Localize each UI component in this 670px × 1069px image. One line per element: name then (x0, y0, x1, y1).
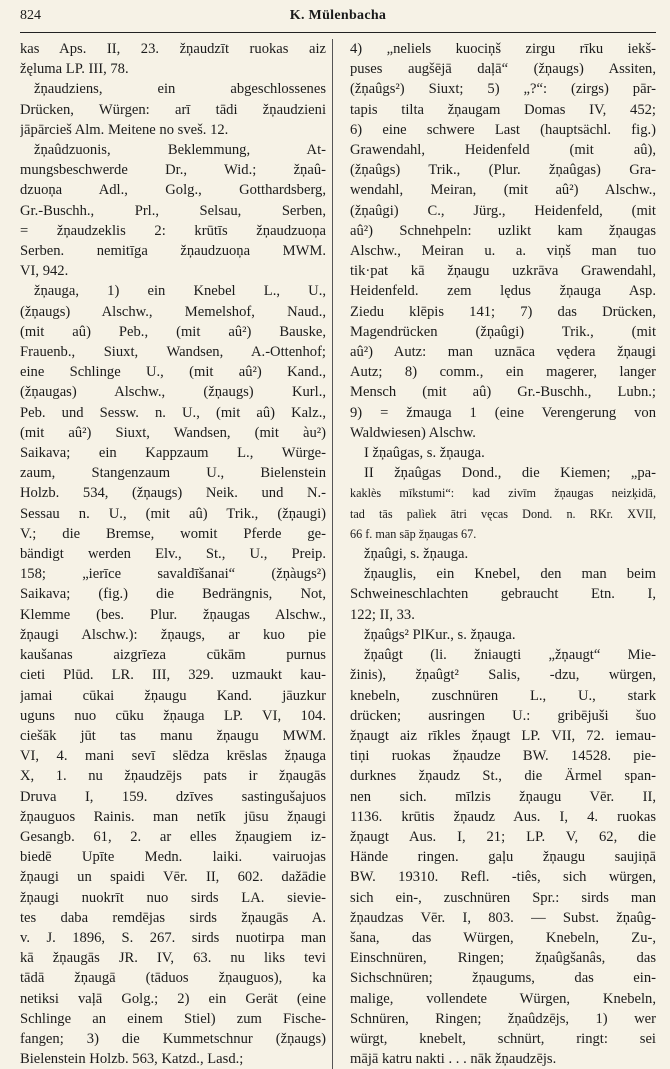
text-line: II žņaûgas Dond., die Kiemen; „pa- (364, 465, 656, 482)
text-line: Mensch (mit aû) Gr.-Buschh., Lubn.; (350, 384, 656, 401)
text-line: jāpārcieš Alm. Meitene no sveš. 12. (20, 121, 229, 138)
text-line: tad tās palìek ātri vęcas Dond. n. RKr. XVII, (350, 506, 656, 521)
text-line: Autz; 8) comm., ein magerer, langer (350, 364, 656, 381)
text-line: tes daba remdējas sirds žņaugās A. (20, 909, 326, 926)
text-line: žęluma LP. III, 78. (20, 61, 129, 78)
text-line: netiksi vaļā Golg.; 2) ein Gerät (eine (20, 990, 326, 1007)
text-line: 1136. krūtis žņaudz Aus. I, 4. ruokas (350, 808, 656, 825)
text-line: Magendrücken (žņaûgi) Trik., (mit (350, 323, 656, 340)
text-line: sich ein-, zuschnüren Spr.: sirds man (350, 889, 656, 906)
text-line: kaklès mīkstumi“: kad zivīm žņaugas neizķidā, (350, 486, 656, 501)
text-line: biedē Upīte Medn. laiki. vairuojas (20, 849, 326, 866)
right-column (344, 39, 656, 1069)
text-line: Alschw., Meiran u. a. viņš man tuo (350, 243, 656, 260)
text-line: kaušanas aizgrīeza cūkām purnus (20, 647, 326, 664)
text-line: Druva I, 159. dzīves sastingušajuos (20, 788, 326, 805)
text-line: žņaudzas Vēr. I, 803. — Subst. žņaûg- (350, 909, 656, 926)
text-line: durknes žņaudz St., die Ärmel span- (350, 768, 656, 785)
text-line: (mit aû) Peb., (mit aû²) Bauske, (20, 323, 326, 340)
text-line: 4) „neliels kuociņš zirgu rīku iekš- (350, 41, 656, 57)
text-line: Gesangb. 61, 2. ar elles žņaugiem iz- (20, 828, 326, 845)
text-line: tapis tilta žņaugam Domas IV, 452; (350, 101, 656, 118)
text-line: Klemme (bes. Plur. žņaugas Alschw., (20, 606, 326, 623)
text-line: Peb. und Sessw. n. U., (mit aû) Kalz., (20, 404, 326, 421)
text-line: žņaugi Alschw.): žņaugs, ar kuo pie (20, 626, 326, 643)
text-line: I žņaûgas, s. žņauga. (364, 445, 485, 462)
text-line: žņaugi un spaidi Vēr. II, 602. dažādie (20, 869, 326, 886)
text-line: žņaugt aiz rīkles žņaugt LP. VII, 72. iemau- (350, 727, 656, 744)
text-line: Drücken, Würgen: arī tādi žņaudzieni (20, 101, 326, 118)
text-line: = žņaudzeklis 2: krūtīs žņaudzuoņa (20, 222, 326, 239)
text-line: ciešāk jūt tas manu žņaugu MWM. (20, 727, 326, 744)
text-line: žņauga, 1) ein Knebel L., U., (34, 283, 326, 300)
text-line: Serben. nemitīga žņaudzuoņa MWM. (20, 243, 326, 260)
text-columns (20, 39, 656, 1069)
text-line: 158; „ierīce savaldīšanai“ (žņàugs²) (20, 566, 326, 583)
text-line: Schlinge an einem Stiel) zum Fische- (20, 1010, 326, 1027)
text-line: žņauguos Rainis. man netīk jūsu žņaugi (20, 808, 326, 825)
text-line: cieti Plūd. LR. III, 329. uzmaukt kau- (20, 667, 326, 684)
text-line: Frauenb., Siuxt, Wandsen, A.-Ottenhof; (20, 344, 326, 361)
text-line: žņaûgt (li. žniaugti „žņaugt“ Mie- (364, 647, 656, 664)
text-line: jamai cūkai žņaugu Kand. jāuzkur (20, 687, 326, 704)
text-line: fangen; 3) die Kummetschnur (žņaugs) (20, 1030, 326, 1047)
text-line: eine Schlinge U., (mit aû²) Kand., (20, 364, 326, 381)
text-line: bändigt werden Elv., St., U., Preip. (20, 546, 326, 563)
text-line: Heidenfeld. zem lędus žņauga Asp. (350, 283, 656, 300)
text-line: 66 f. man sāp žņaugas 67. (350, 526, 477, 541)
text-line: zaum, Stangenzaum U., Bielenstein (20, 465, 326, 482)
header-rule (20, 32, 656, 33)
text-line: mājā katru nakti . . . nāk žņaudzējs. (350, 1051, 557, 1068)
text-line: (mit aû²) Siuxt, Wandsen, (mit àu²) (20, 424, 326, 441)
text-line: Holzb. 534, (žņaugs) Neik. und N.- (20, 485, 326, 502)
text-line: 9) = žmauga 1 (eine Verengerung von (350, 404, 656, 421)
text-line: žņaugi nuokrīt nuo sirds LA. sievie- (20, 889, 326, 906)
text-line: 6) eine schwere Last (hauptsächl. fig.) (350, 121, 656, 138)
text-line: Bielenstein Holzb. 563, Katzd., Lasd.; (20, 1051, 244, 1068)
text-line: mungsbeschwerde Dr., Wid.; žņaû- (20, 162, 326, 179)
text-line: Einschnüren, Ringen; žņaûgšanâs, das (350, 950, 656, 967)
text-line: malige, vollendete Würgen, Knebeln, (350, 990, 656, 1007)
text-line: žņaûgi, s. žņauga. (364, 546, 469, 563)
text-line: Sessau n. U., (mit aû) Trik., (žņaugi) (20, 505, 326, 522)
text-line: aû²) Schnehpeln: uzlikt kam žņaugas (350, 222, 656, 239)
text-line: (žņaugas) Alschw., (žņaugs) Kurl., (20, 384, 326, 401)
text-line: kā žņaugās JR. IV, 63. nu liks tevi (20, 950, 326, 967)
text-line: Saikava; ein Kappzaum L., Würge- (20, 445, 326, 462)
text-line: uguns nuo cūku žņauga LP. VI, 104. (20, 707, 326, 724)
text-line: tiņi ruokas žņaudze BW. 14528. pie- (350, 748, 656, 765)
text-line: žņaûgs² PlKur., s. žņauga. (364, 626, 516, 643)
text-line: žņaûdzuonis, Beklemmung, At- (34, 142, 326, 159)
text-line: kas Aps. II, 23. žņaudzīt ruokas aiz (20, 41, 326, 57)
text-line: würgt, knebelt, schnürt, ringt: sei (350, 1030, 656, 1047)
text-line: Gr.-Buschh., Prl., Selsau, Serben, (20, 202, 326, 219)
text-line: žinis), žņaûgt² Salis, -dzu, würgen, (350, 667, 656, 684)
text-line: Saikava; (fig.) die Bedrängnis, Not, (20, 586, 326, 603)
left-column (20, 39, 333, 1069)
page-number: 824 (20, 8, 41, 23)
text-line: Hände ringen. gaļu žņaugu saujiņā (350, 849, 656, 866)
text-line: knebeln, zuschnüren L., U., stark (350, 687, 656, 704)
page-header (20, 8, 656, 30)
text-line: Sichschnüren; žņaugums, das ein- (350, 970, 656, 987)
text-line: (žņaugs) Alschw., Memelshof, Naud., (20, 303, 326, 320)
text-line: (žņaûgs) Trik., (Plur. žņaûgas) Gra- (350, 162, 656, 179)
text-line: drücken; ausringen U.: gribējuši šuo (350, 707, 656, 724)
text-line: (žņaûgi) C., Jürg., Heidenfeld, (mit (350, 202, 656, 219)
text-line: VI, 4. mani sevī slēdza krēslas žņauga (20, 748, 326, 765)
text-line: V.; die Bremse, womit Pferde ge- (20, 525, 326, 542)
text-line: Waldwiesen) Alschw. (350, 424, 476, 441)
text-line: aû²) Autz: man uznāca vędera žņaugi (350, 344, 656, 361)
running-head: K. Mülenbacha (289, 8, 387, 23)
text-line: žņauglis, ein Knebel, den man beim (364, 566, 656, 583)
text-line: žņaugt Aus. I, 21; LP. V, 62, die (350, 828, 656, 845)
text-line: wendahl, Meiran, (mit aû²) Alschw., (350, 182, 656, 199)
text-line: VI, 942. (20, 263, 69, 280)
text-line: tādā žņaugā (tāduos žņauguos), ka (20, 970, 326, 987)
text-line: v. J. 1896, S. 267. sirds nuotirpa man (20, 929, 326, 946)
text-line: X, 1. nu žņaudzējs pats ir žņaugās (20, 768, 326, 785)
text-line: puses augšējā daļā“ (žņaugs) Assiten, (350, 61, 656, 78)
text-line: Ziedu klēpis 141; 7) das Drücken, (350, 303, 656, 320)
text-line: nen sich. mīlzis žņaugu Vēr. II, (350, 788, 656, 805)
text-line: tik·pat kā žņaugu uzkrāva Grawendahl, (350, 263, 656, 280)
text-line: Grawendahl, Heidenfeld (mit aû), (350, 142, 656, 159)
text-line: (žņaûgs²) Siuxt; 5) „?“: (zirgs) pār- (350, 81, 656, 98)
text-line: 122; II, 33. (350, 606, 415, 623)
text-line: Schweineschlachten gebraucht Etn. I, (350, 586, 656, 603)
text-line: dzuoņa Adl., Golg., Gotthardsberg, (20, 182, 326, 199)
text-line: BW. 19310. Refl. -tiês, sich würgen, (350, 869, 656, 886)
text-line: žņaudziens, ein abgeschlossenes (34, 81, 326, 98)
text-line: Schnüren, Ringen; žņaûdzējs, 1) wer (350, 1010, 656, 1027)
text-line: šana, das Würgen, Knebeln, Zu-, (350, 929, 656, 946)
